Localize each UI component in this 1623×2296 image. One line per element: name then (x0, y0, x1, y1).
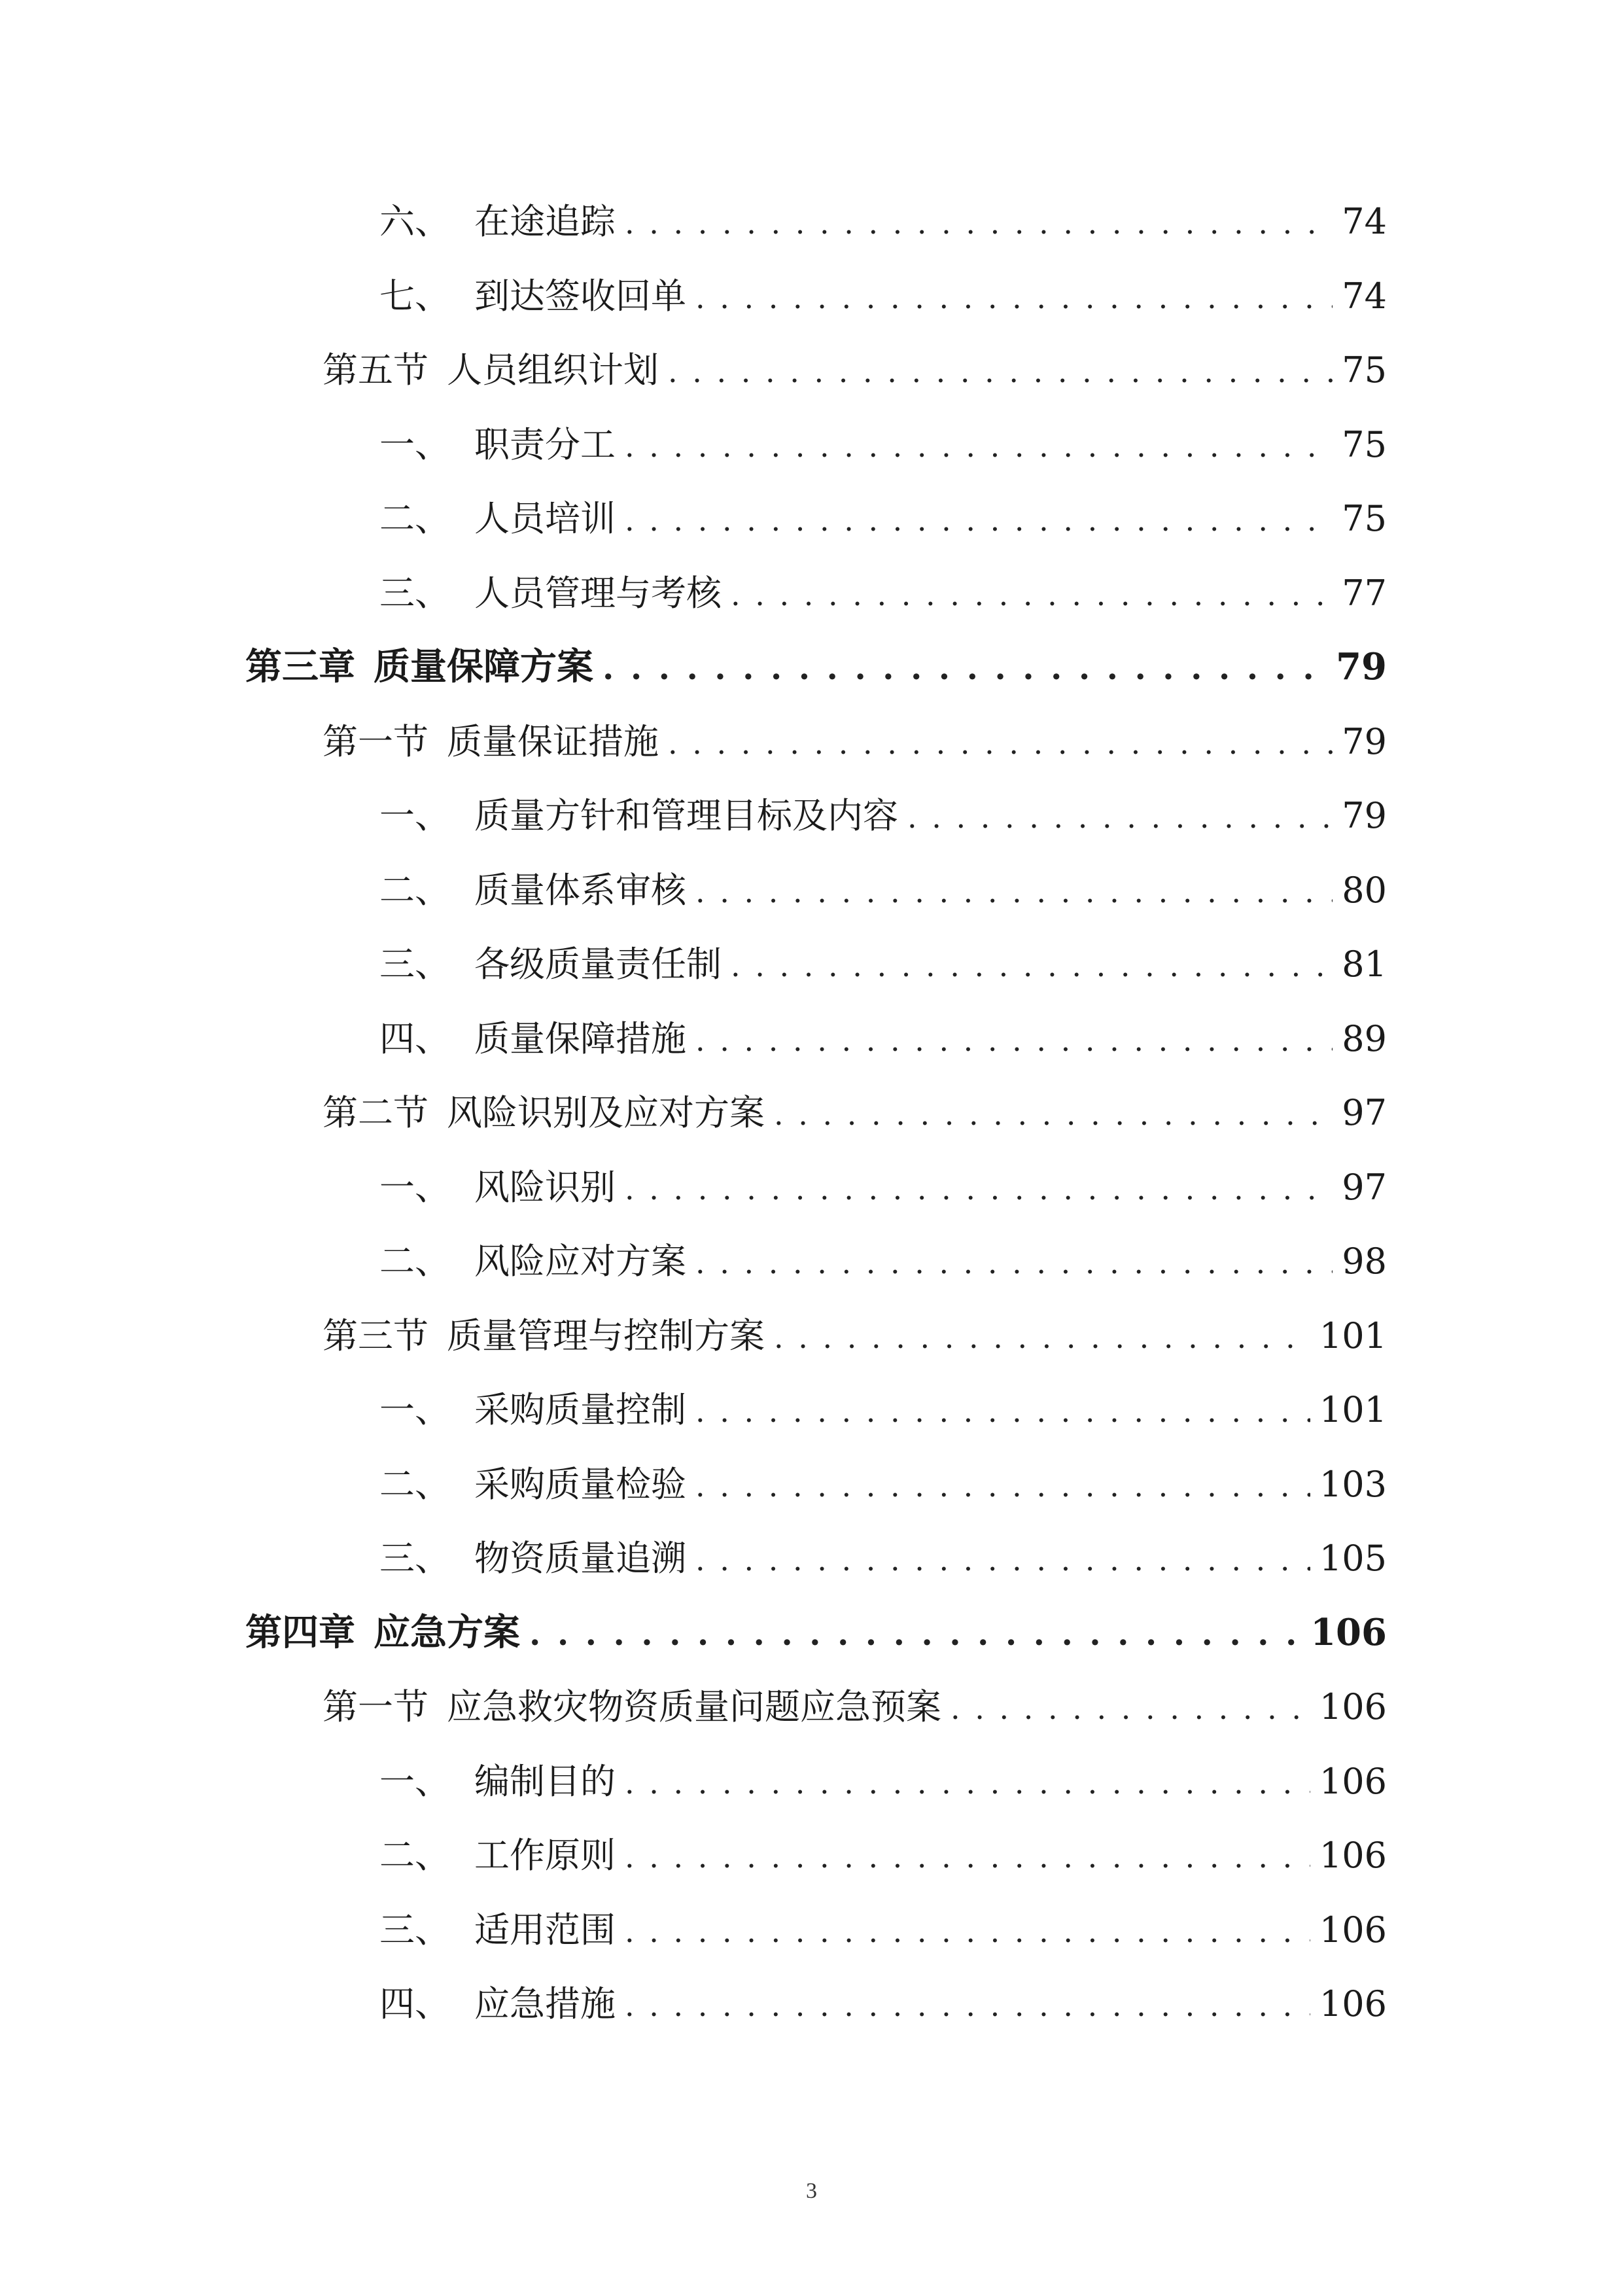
toc-leader-dots (668, 335, 1333, 410)
toc-leader-dots (625, 1895, 1310, 1969)
toc-entry-title: 适用范围 (474, 1909, 616, 1951)
toc-entry[interactable] (245, 1002, 1387, 1076)
toc-entry[interactable] (245, 1967, 1387, 2041)
toc-entry-title: 质量保证措施 (447, 720, 659, 762)
toc-entry-number: 二、 (379, 1241, 450, 1282)
toc-entry[interactable] (245, 1670, 1387, 1744)
toc-entry-number: 第四章 (245, 1610, 355, 1654)
toc-entry[interactable] (245, 1447, 1387, 1522)
toc-entry-page: 75 (1342, 498, 1387, 539)
toc-entry-title: 到达签收回单 (474, 275, 686, 317)
toc-leader-dots (731, 558, 1333, 633)
toc-entry[interactable] (245, 705, 1387, 779)
toc-entry[interactable] (245, 853, 1387, 928)
toc-leader-dots (625, 186, 1333, 261)
toc-leader-dots (774, 1078, 1333, 1152)
toc-entry-title: 职责分工 (474, 423, 616, 465)
toc-entry[interactable] (245, 1744, 1387, 1819)
toc-leader-dots (625, 410, 1333, 484)
toc-entry-number: 一、 (379, 1389, 450, 1430)
toc-entry-page: 106 (1319, 1760, 1387, 1802)
toc-entry-title: 风险识别 (474, 1166, 616, 1208)
toc-entry-page: 106 (1319, 1983, 1387, 2024)
toc-entry-page: 106 (1319, 1909, 1387, 1951)
toc-entry[interactable] (245, 1893, 1387, 1968)
toc-entry-title: 各级质量责任制 (474, 944, 722, 985)
toc-entry-title: 应急措施 (474, 1983, 616, 2024)
toc-entry-page: 103 (1319, 1463, 1387, 1505)
toc-entry-number: 四、 (379, 1017, 450, 1059)
toc-entry[interactable] (245, 1224, 1387, 1299)
toc-leader-dots (951, 1672, 1310, 1746)
toc-entry-page: 105 (1319, 1538, 1387, 1579)
toc-entry-page: 106 (1310, 1610, 1387, 1654)
toc-entry-number: 二、 (379, 498, 450, 539)
toc-entry-page: 97 (1342, 1166, 1387, 1208)
toc-entry-title: 质量管理与控制方案 (447, 1315, 765, 1356)
toc-entry-title: 应急方案 (374, 1610, 520, 1654)
toc-chapter-entry[interactable] (245, 630, 1387, 705)
toc-entry[interactable] (245, 408, 1387, 482)
toc-entry-title: 物资质量追溯 (474, 1538, 686, 1579)
toc-leader-dots (774, 1301, 1310, 1375)
toc-leader-dots (695, 261, 1333, 336)
toc-leader-dots (695, 1226, 1333, 1301)
page-number: 3 (806, 2179, 817, 2203)
toc-leader-dots (668, 707, 1333, 781)
toc-entry-page: 89 (1342, 1017, 1387, 1059)
toc-entry-title: 质量方针和管理目标及内容 (474, 795, 898, 836)
toc-entry-number: 一、 (379, 1760, 450, 1802)
toc-leader-dots (695, 855, 1333, 930)
toc-entry-title: 质量体系审核 (474, 869, 686, 911)
toc-entry-page: 74 (1342, 275, 1387, 317)
toc-entry-number: 第一节 (323, 1686, 428, 1727)
toc-entry-number: 一、 (379, 1166, 450, 1208)
toc-entry-title: 风险应对方案 (474, 1241, 686, 1282)
toc-entry[interactable] (245, 185, 1387, 259)
toc-entry-number: 三、 (379, 1538, 450, 1579)
toc-entry-page: 77 (1342, 572, 1387, 614)
toc-entry-page: 79 (1342, 795, 1387, 836)
toc-entry-number: 第一节 (323, 720, 428, 762)
toc-entry-page: 97 (1342, 1092, 1387, 1133)
toc-entry[interactable] (245, 1150, 1387, 1225)
toc-entry-page: 81 (1342, 944, 1387, 985)
toc-entry-title: 采购质量检验 (474, 1463, 686, 1505)
toc-entry-page: 80 (1342, 869, 1387, 911)
toc-entry-number: 三、 (379, 944, 450, 985)
toc-entry[interactable] (245, 1818, 1387, 1893)
toc-entry-page: 106 (1319, 1686, 1387, 1727)
toc-leader-dots (695, 1449, 1310, 1524)
toc-entry-page: 98 (1342, 1241, 1387, 1282)
toc-leader-dots (625, 1820, 1310, 1895)
toc-leader-dots (731, 929, 1333, 1004)
toc-entry[interactable] (245, 259, 1387, 334)
toc-entry-title: 风险识别及应对方案 (447, 1092, 765, 1133)
toc-entry-number: 一、 (379, 423, 450, 465)
toc-leader-dots (907, 781, 1333, 855)
toc-entry-number: 一、 (379, 795, 450, 836)
toc-entry-number: 二、 (379, 1463, 450, 1505)
toc-leader-dots (529, 1597, 1301, 1671)
toc-entry-page: 75 (1342, 349, 1387, 391)
toc-entry-title: 人员培训 (474, 498, 616, 539)
toc-entry[interactable] (245, 556, 1387, 631)
toc-entry-number: 二、 (379, 1835, 450, 1876)
toc-chapter-entry[interactable] (245, 1596, 1387, 1670)
toc-entry-number: 三、 (379, 1909, 450, 1951)
toc-entry[interactable] (245, 1076, 1387, 1150)
toc-entry-number: 六、 (379, 201, 450, 242)
toc-entry-title: 应急救灾物资质量问题应急预案 (447, 1686, 941, 1727)
toc-entry[interactable] (245, 779, 1387, 853)
toc-entry-number: 七、 (379, 275, 450, 317)
toc-entry-title: 在途追踪 (474, 201, 616, 242)
toc-entry-number: 二、 (379, 869, 450, 911)
toc-entry-page: 101 (1319, 1389, 1387, 1430)
toc-entry-number: 第五节 (323, 349, 428, 391)
toc-entry-title: 采购质量控制 (474, 1389, 686, 1430)
toc-leader-dots (625, 1152, 1333, 1227)
toc-entry[interactable] (245, 482, 1387, 556)
toc-entry-number: 四、 (379, 1983, 450, 2024)
toc-entry[interactable] (245, 1373, 1387, 1447)
toc-entry-number: 第三节 (323, 1315, 428, 1356)
toc-entry-title: 编制目的 (474, 1760, 616, 1802)
toc-entry-page: 74 (1342, 201, 1387, 242)
toc-entry-title: 人员组织计划 (447, 349, 659, 391)
toc-entry-title: 工作原则 (474, 1835, 616, 1876)
toc-entry[interactable] (245, 1521, 1387, 1596)
toc-entry-page: 79 (1336, 645, 1387, 688)
toc-leader-dots (625, 484, 1333, 558)
toc-leader-dots (695, 1004, 1333, 1078)
toc-leader-dots (625, 1969, 1310, 2043)
toc-entry-page: 79 (1342, 720, 1387, 762)
toc-entry[interactable] (245, 1299, 1387, 1373)
toc-entry-number: 第三章 (245, 645, 355, 688)
toc-entry-title: 质量保障方案 (374, 645, 593, 688)
toc-entry-page: 106 (1319, 1835, 1387, 1876)
toc-entry[interactable] (245, 927, 1387, 1002)
toc-leader-dots (602, 631, 1327, 705)
toc-entry-title: 人员管理与考核 (474, 572, 722, 614)
toc-entry-number: 第二节 (323, 1092, 428, 1133)
toc-leader-dots (625, 1746, 1310, 1821)
toc-entry-page: 75 (1342, 423, 1387, 465)
toc-entry-number: 三、 (379, 572, 450, 614)
toc-entry[interactable] (245, 333, 1387, 408)
toc-entry-page: 101 (1319, 1315, 1387, 1356)
toc-entry-title: 质量保障措施 (474, 1017, 686, 1059)
toc-leader-dots (695, 1523, 1310, 1598)
table-of-contents (245, 185, 1387, 2041)
toc-leader-dots (695, 1375, 1310, 1449)
